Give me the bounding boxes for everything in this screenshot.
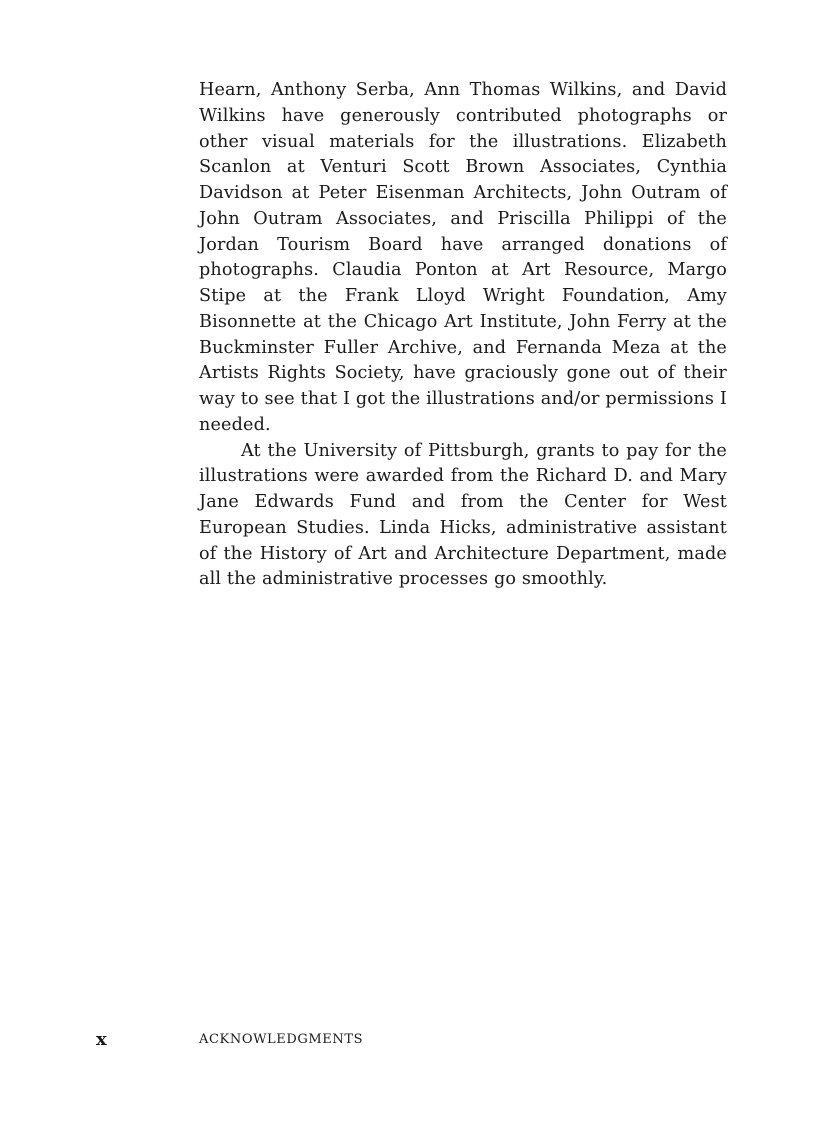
paragraph-continued: Hearn, Anthony Serba, Ann Thomas Wilkins, and David Wilkins have generously contributed photographs or other visual materials for the illustrations. Elizabeth Scanlon at Venturi Scott Brown Associates, Cynthia Davidson at Peter Eisenman Architects, John Outram of John Outram Associates, and Priscilla Philippi of the Jordan Tourism Board have arranged donations of photographs. Claudia Ponton at Art Resource, Margo Stipe at the Frank Lloyd Wright Foundation, Amy Bisonnette at the Chicago Art Institute, John Ferry at the Buckminster Fuller Archive, and Fernanda Meza at the Artists Rights Society, have graciously gone out of their way to see that I got the illustrations and/or permissions I needed. (199, 80, 727, 435)
running-head: ACKNOWLEDGMENTS (199, 1032, 364, 1047)
paragraph-university-grants: At the University of Pittsburgh, grants to pay for the illustrations were awarded from the Richard D. and Mary Jane Edwards Fund and from the Center for West European Studies. Linda Hicks, administrative assistant of the History of Art and Architecture Department, made all the administrative processes go smoothly. (199, 440, 727, 590)
page-number: x (96, 1029, 107, 1050)
body-text (199, 78, 727, 593)
